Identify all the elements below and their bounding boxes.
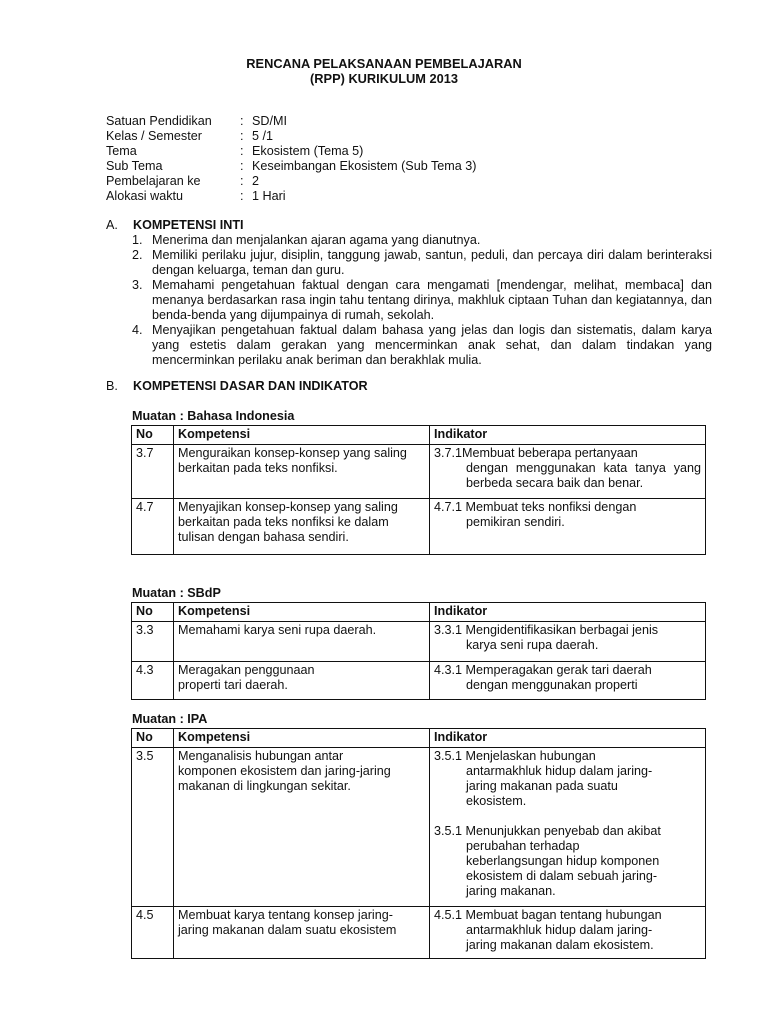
table-bahasa-indonesia [131,425,706,555]
identity-value: 5 /1 [252,129,274,143]
header-indikator: Indikator [430,603,706,622]
identity-label: Satuan Pendidikan [106,114,212,128]
section-a-title: KOMPETENSI INTI [133,218,244,232]
indicator-code: 4.3.1 [434,663,463,677]
identity-row [106,189,476,204]
list-item [132,248,712,278]
identity-value: Ekosistem (Tema 5) [252,144,364,158]
header-no: No [132,729,174,748]
table-sbdp [131,602,706,700]
header-indikator: Indikator [430,426,706,445]
indicator-first-line: Memperagakan gerak tari daerah [465,663,652,677]
indicator-continuation: antarmakhluk hidup dalam jaring- [466,764,653,778]
identity-row [106,174,476,189]
kompetensi-line: jaring makanan dalam suatu ekosistem [178,923,397,937]
table-header-row [132,426,706,445]
kompetensi-line: properti tari daerah. [178,678,288,692]
list-item-text: Menyajikan pengetahuan faktual dalam bahasa yang jelas dan logis dan sistematis, dalam karya yang estetis dalam gerakan yang mencerminkan anak sehat, dan dalam tindakan yang mencerminkan perilaku anak beriman dan berakhlak mulia. [152,323,712,367]
cell-no: 4.7 [132,499,174,555]
kompetensi-line: Meragakan penggunaan [178,663,315,677]
cell-kompetensi [174,907,430,959]
cell-kompetensi [174,748,430,907]
title-line-1: RENCANA PELAKSANAAN PEMBELAJARAN [246,56,522,71]
identity-value: Keseimbangan Ekosistem (Sub Tema 3) [252,159,477,173]
cell-no: 3.3 [132,622,174,662]
list-item-text: Menerima dan menjalankan ajaran agama yang dianutnya. [152,233,481,247]
cell-kompetensi: Menyajikan konsep-konsep yang saling berkaitan pada teks nonfiksi ke dalam tulisan dengan bahasa sendiri. [174,499,430,555]
identity-label: Pembelajaran ke [106,174,201,188]
indicator-first-line: Membuat beberapa pertanyaan [462,446,638,460]
indicator-continuation: perubahan terhadap [466,839,580,853]
indicator-continuation: jaring makanan. [466,884,556,898]
header-no: No [132,426,174,445]
muatan-label-bahasa-indonesia: Muatan : Bahasa Indonesia [132,409,295,423]
indicator-code: 4.7.1 [434,500,463,514]
identity-label: Alokasi waktu [106,189,183,203]
cell-indikator [430,445,706,499]
document-title [0,56,768,86]
list-item-text: Memahami pengetahuan faktual dengan cara mengamati [mendengar, melihat, membaca] dan menanya berdasarkan rasa ingin tahu tentang dirinya, makhluk ciptaan Tuhan dan kegiatannya, dan benda-benda yang dijumpainya di rumah, sekolah. [152,278,712,322]
list-item-number: 3. [132,278,143,292]
indicator-code: 3.5.1 [434,824,463,838]
cell-indikator [430,622,706,662]
identity-value: 2 [252,174,260,188]
indicator-continuation: pemikiran sendiri. [466,515,565,529]
list-item-number: 2. [132,248,143,262]
indicator-continuation: antarmakhluk hidup dalam jaring- [466,923,653,937]
identity-block [106,114,476,204]
identity-row [106,144,476,159]
list-item [132,323,712,368]
section-b-letter: B. [106,379,118,393]
indicator-continuation: dengan menggunakan properti [466,678,638,692]
table-header-row [132,729,706,748]
table-ipa [131,728,706,959]
indicator-continuation: karya seni rupa daerah. [466,638,599,652]
identity-separator: : [240,144,244,158]
indicator-continuation: keberlangsungan hidup komponen [466,854,660,868]
table-row [132,499,706,555]
muatan-label-sbdp: Muatan : SBdP [132,586,221,600]
indicator-continuation: jaring makanan dalam ekosistem. [466,938,654,952]
header-kompetensi: Kompetensi [174,729,430,748]
identity-separator: : [240,114,244,128]
identity-value: 1 Hari [252,189,286,203]
indicator-code: 3.3.1 [434,623,463,637]
table-row [132,445,706,499]
indicator-code: 3.5.1 [434,749,463,763]
list-item [132,233,712,248]
identity-row [106,114,476,129]
header-kompetensi: Kompetensi [174,426,430,445]
cell-kompetensi: Memahami karya seni rupa daerah. [174,622,430,662]
muatan-label-ipa: Muatan : IPA [132,712,208,726]
table-header-row [132,603,706,622]
cell-kompetensi: Menguraikan konsep-konsep yang saling berkaitan pada teks nonfiksi. [174,445,430,499]
table-row [132,662,706,700]
indicator-first-line: Menunjukkan penyebab dan akibat [465,824,661,838]
list-item-number: 1. [132,233,143,247]
cell-indikator [430,662,706,700]
indicator-continuation: dengan menggunakan kata tanya yang berbeda secara baik dan benar. [466,461,701,490]
identity-value: SD/MI [252,114,287,128]
header-indikator: Indikator [430,729,706,748]
identity-separator: : [240,189,244,203]
kompetensi-line: Menganalisis hubungan antar [178,749,344,763]
identity-label: Tema [106,144,137,158]
table-row [132,748,706,907]
section-a-letter: A. [106,218,118,232]
identity-row [106,159,476,174]
cell-kompetensi [174,662,430,700]
table-row [132,907,706,959]
kompetensi-inti-list [106,233,712,368]
header-kompetensi: Kompetensi [174,603,430,622]
cell-indikator [430,499,706,555]
title-line-2: (RPP) KURIKULUM 2013 [310,71,458,86]
indicator-first-line: Membuat teks nonfiksi dengan [465,500,637,514]
indicator-first-line: Membuat bagan tentang hubungan [465,908,662,922]
header-no: No [132,603,174,622]
section-b-title: KOMPETENSI DASAR DAN INDIKATOR [133,379,368,393]
section-a-heading [106,218,712,233]
indicator-continuation: jaring makanan pada suatu [466,779,618,793]
indicator-first-line: Menjelaskan hubungan [465,749,596,763]
cell-no: 4.5 [132,907,174,959]
list-item [132,278,712,323]
indicator-continuation: ekosistem. [466,794,527,808]
cell-no: 4.3 [132,662,174,700]
identity-separator: : [240,174,244,188]
section-b-heading [106,379,368,394]
identity-row [106,129,476,144]
cell-indikator [430,907,706,959]
indicator-item [434,749,701,809]
cell-no: 3.7 [132,445,174,499]
identity-separator: : [240,159,244,173]
indicator-first-line: Mengidentifikasikan berbagai jenis [465,623,659,637]
identity-label: Kelas / Semester [106,129,202,143]
identity-separator: : [240,129,244,143]
list-item-text: Memiliki perilaku jujur, disiplin, tanggung jawab, santun, peduli, dan percaya diri dalam berinteraksi dengan keluarga, teman dan guru. [152,248,712,277]
table-row [132,622,706,662]
section-kompetensi-inti [106,218,712,368]
indicator-continuation: ekosistem di dalam sebuah jaring- [466,869,658,883]
indicator-item [434,824,701,899]
list-item-number: 4. [132,323,143,337]
kompetensi-line: Membuat karya tentang konsep jaring- [178,908,393,922]
indicator-code: 4.5.1 [434,908,463,922]
cell-indikator [430,748,706,907]
cell-no: 3.5 [132,748,174,907]
indicator-code: 3.7.1 [434,446,463,460]
kompetensi-line: komponen ekosistem dan jaring-jaring [178,764,391,778]
kompetensi-line: makanan di lingkungan sekitar. [178,779,351,793]
identity-label: Sub Tema [106,159,163,173]
